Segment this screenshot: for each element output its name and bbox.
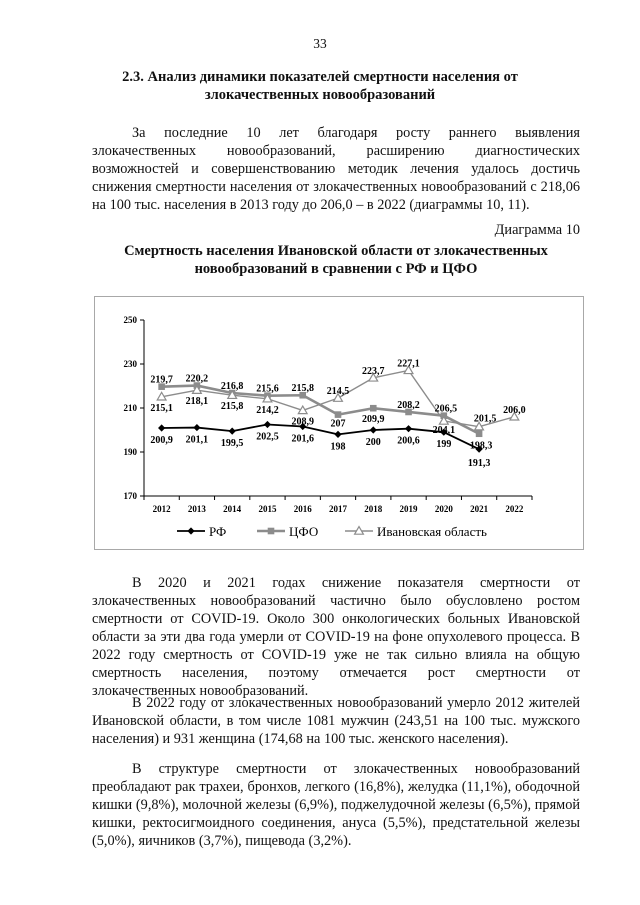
x-tick-label: 2013 (187, 504, 206, 514)
paragraph-structure: В структуре смертности от злокачественных новообразований преобладают рак трахеи, бронхов, легкого (16,8%), желудка (11,1%), ободочной кишки (9,8%), молочной железы (6,9%), поджелудочной железы (6,5%), прямой кишки, ректосигмоидного соединения, ануса (5,5%), предстательной железы (5,0%), яичников (3,7%), пищевода (3,2%). (92, 761, 580, 849)
y-tick-label: 190 (123, 447, 137, 457)
data-label-cfo: 198,3 (469, 440, 493, 452)
data-label-ivanovo: 223,7 (362, 365, 385, 377)
data-label-ivanovo: 214,5 (326, 386, 350, 398)
paragraph-intro: За последние 10 лет благодаря росту раннего выявления злокачественных новообразований, расширению диагностических возможностей и совершенствованию методик лечения удалось достичь снижения смертности населения от злокачественных новообразований с 218,06 на 100 тыс. населения в 2013 году до 206,0 – в 2022 (диаграммы 10, 11). (92, 125, 580, 213)
data-label-rf: 200 (365, 437, 381, 448)
series-line-cfo (162, 383, 479, 434)
legend-label-cfo: ЦФО (289, 524, 319, 539)
data-point-rf (370, 426, 377, 433)
data-label-ivanovo: 201,5 (473, 413, 497, 425)
data-label-cfo: 219,7 (150, 374, 173, 386)
data-label-ivanovo: 227,1 (397, 358, 420, 370)
data-label-rf: 201,1 (185, 434, 209, 446)
y-tick-label: 230 (123, 359, 137, 369)
x-tick-label: 2019 (399, 504, 418, 514)
x-tick-label: 2017 (329, 504, 347, 514)
data-point-rf (405, 425, 412, 432)
mortality-line-chart (95, 297, 583, 549)
data-point-rf (229, 428, 236, 435)
data-label-cfo: 220,2 (185, 373, 209, 385)
x-tick-label: 2015 (258, 504, 277, 514)
legend-marker-cfo (268, 528, 275, 535)
chart-title: Смертность населения Ивановской области от злокачественных новообразований в сравнении с РФ и ЦФО (124, 243, 548, 277)
data-label-rf: 199 (436, 439, 452, 451)
data-label-rf: 202,5 (256, 431, 279, 443)
x-tick-label: 2012 (152, 504, 171, 514)
data-point-cfo (476, 430, 483, 437)
legend-label-rf: РФ (209, 524, 227, 539)
data-point-rf (264, 421, 271, 428)
data-label-cfo: 208,2 (397, 399, 420, 411)
data-label-ivanovo: 208,9 (291, 416, 314, 428)
data-label-rf: 198 (330, 441, 346, 453)
data-label-ivanovo: 206,0 (503, 404, 526, 416)
x-tick-label: 2018 (364, 504, 383, 514)
data-point-rf (334, 431, 341, 438)
data-label-ivanovo: 218,1 (185, 396, 209, 408)
data-point-rf (193, 424, 200, 431)
data-point-cfo (370, 405, 377, 412)
data-label-rf: 200,6 (397, 435, 420, 447)
data-label-cfo: 215,8 (291, 383, 314, 395)
data-label-cfo: 215,6 (256, 383, 279, 395)
data-label-cfo: 209,9 (362, 414, 385, 426)
y-tick-label: 250 (123, 315, 137, 325)
diagram-label: Диаграмма 10 (494, 222, 580, 238)
data-label-cfo: 216,8 (220, 381, 244, 393)
paragraph-covid: В 2020 и 2021 годах снижение показателя смертности от злокачественных новообразований частично было обусловлено ростом смертности от COVID-19. Около 300 онкологических больных Ивановской области за эти два года умерли от COVID-19 на фоне опухолевого процесса. В 2022 году смертность от COVID-19 уже не так сильно влияла на общую смертность населения, поэтому отмечается рост смертности от злокачественных новообразований. (92, 575, 580, 699)
data-label-ivanovo: 204,1 (432, 424, 456, 436)
data-label-ivanovo: 215,1 (150, 402, 173, 414)
data-point-cfo (335, 411, 342, 418)
section-title: 2.3. Анализ динамики показателей смертности населения от злокачественных новообразований (122, 69, 518, 103)
series-line-rf (162, 425, 479, 453)
x-tick-label: 2020 (434, 504, 453, 514)
data-label-ivanovo: 215,8 (220, 401, 244, 413)
data-label-cfo: 206,5 (434, 403, 458, 415)
y-tick-label: 170 (123, 491, 137, 501)
chart-frame (94, 296, 584, 550)
legend-label-ivanovo: Ивановская область (377, 524, 487, 539)
x-tick-label: 2014 (223, 504, 242, 514)
page-number: 33 (313, 36, 327, 51)
y-tick-label: 210 (123, 403, 137, 413)
data-label-rf: 200,9 (150, 435, 173, 447)
x-tick-label: 2021 (470, 504, 489, 514)
data-label-cfo: 207 (330, 418, 346, 430)
data-label-rf: 201,6 (291, 433, 314, 445)
data-point-rf (158, 424, 165, 431)
data-label-rf: 191,3 (467, 458, 491, 470)
legend-marker-rf (187, 527, 194, 534)
paragraph-deaths-2022: В 2022 году от злокачественных новообразований умерло 2012 жителей Ивановской области, в том числе 1081 мужчин (243,51 на 100 тыс. мужского населения) и 931 женщина (174,68 на 100 тыс. женского населения). (92, 695, 580, 747)
data-label-ivanovo: 214,2 (256, 404, 279, 416)
x-tick-label: 2022 (505, 504, 524, 514)
x-tick-label: 2016 (293, 504, 312, 514)
data-label-rf: 199,5 (220, 438, 244, 450)
